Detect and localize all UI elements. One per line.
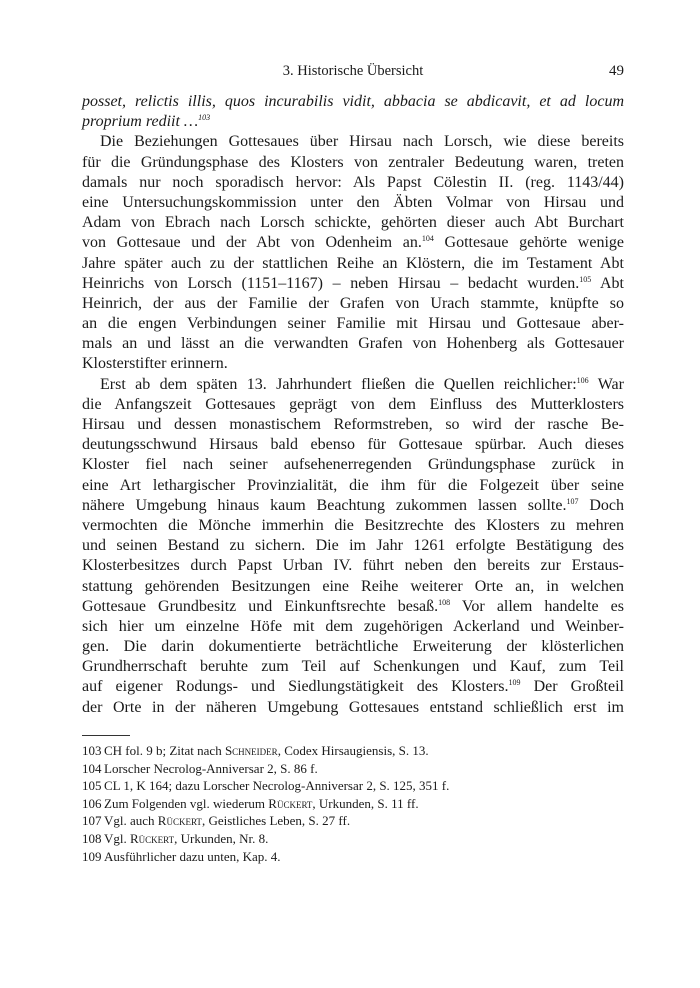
text-line: [82, 455, 624, 475]
text-line: [82, 193, 624, 213]
footnotes: [82, 742, 624, 865]
footnote: [82, 760, 624, 778]
line-text: eine Untersuchungskommission unter den Äbten Volmar von Hirsau und: [82, 193, 624, 211]
footnote: [82, 812, 624, 830]
line-text: gen. Die darin dokumentierte beträchtliche Erweiterung der klösterlichen: [82, 638, 624, 656]
text-line: [82, 314, 624, 334]
footnote-text-continued: , Codex Hirsaugiensis, S. 13.: [277, 743, 429, 758]
text-line: [82, 254, 624, 274]
line-text-continued: War: [588, 375, 624, 393]
line-text: Grundherrschaft beruhte zum Teil auf Schenkungen und Kauf, zum Teil: [82, 658, 624, 676]
text-line: [82, 677, 624, 697]
line-text: mals an und lässt an die verwandten Grafen von Hohenberg als Gottesauer: [82, 335, 624, 353]
footnote-text: Vgl.: [104, 830, 130, 846]
line-text: Heinrichs von Lorsch (1151–1167) – neben Hirsau – bedacht wurden.: [82, 274, 580, 292]
text-line: [82, 476, 624, 496]
text-line: [82, 637, 624, 657]
line-text: Klosterbesitzes durch Papst Urban IV. führt neben den bereits zur Erstaus-: [82, 557, 624, 575]
footnote-text-continued: , Geistliches Leben, S. 27 ff.: [201, 813, 351, 829]
line-text: Adam von Ebrach nach Lorsch schickte, gehörten dieser auch Abt Burchart: [82, 214, 624, 232]
footnote: [82, 742, 624, 760]
footnote-divider: [82, 735, 130, 736]
text-line: [82, 334, 624, 354]
footnote: [82, 848, 624, 866]
line-text-continued: Doch: [578, 496, 624, 514]
text-line: [82, 617, 624, 637]
line-text: die Anfangszeit Gottesaues geprägt von dem Einfluss des Mutterklosters: [82, 395, 624, 413]
footnote: [82, 830, 624, 848]
text-line: [82, 435, 624, 455]
line-text-continued: Der Großteil: [520, 678, 624, 696]
line-text: für die Gründungsphase des Klosters von zentraler Bedeutung waren, treten: [82, 153, 624, 171]
footnote-text-continued: , Urkunden, S. 11 ff.: [312, 795, 419, 811]
line-text: stattung gehörenden Besitzungen eine Reihe weiterer Orte an, in welchen: [82, 577, 624, 595]
text-line: [82, 294, 624, 314]
line-text: Klosterstifter erinnern.: [82, 355, 228, 373]
line-text: Die Beziehungen Gottesaues über Hirsau nach Lorsch, wie diese bereits: [100, 133, 624, 151]
footnote-author: Rückert: [130, 830, 175, 846]
footnote-author: Rückert: [157, 813, 202, 829]
text-line: [82, 153, 624, 173]
text-line: [82, 354, 624, 374]
line-text: Erst ab dem späten 13. Jahrhundert fließen die Quellen reichlicher:: [100, 375, 577, 393]
footnote-text: CL 1, K 164; dazu Lorscher Necrolog-Anniversar 2, S. 125, 351 f.: [104, 778, 450, 794]
text-line: [82, 657, 624, 677]
line-text: von Gottesaue und der Abt von Odenheim an.: [82, 234, 422, 252]
line-text: eine Art lethargischer Provinzialität, die ihm für die Folgezeit über seine: [82, 476, 624, 494]
text-line: [82, 395, 624, 415]
line-text: Jahre später auch zu der stattlichen Reihe an Klöstern, die im Testament Abt: [82, 254, 624, 272]
line-text-continued: Abt: [591, 274, 624, 292]
footnote-text: Vgl. auch: [104, 813, 158, 829]
line-text: sich hier um einzelne Höfe mit dem zugehörigen Ackerland und Weinber-: [82, 617, 624, 635]
footnote-reference: 109: [508, 678, 521, 688]
text-line: [82, 92, 624, 112]
footnote-text: CH fol. 9 b; Zitat nach: [104, 743, 225, 758]
footnote-number: 103: [82, 743, 102, 758]
footnote-author: Schneider: [224, 743, 278, 758]
text-line: [82, 274, 624, 294]
body-text: [82, 92, 624, 718]
footnote-reference: 103: [198, 113, 211, 123]
line-text: posset, relictis illis, quos incurabilis vidit, abbacia se abdicavit, et ad locum: [82, 93, 624, 110]
line-text: damals nur noch sporadisch hervor: Als Papst Cölestin II. (reg. 1143/44): [82, 173, 624, 191]
footnote-number: 109: [82, 848, 102, 864]
line-text: Kloster fiel nach seiner aufsehenerregenden Gründungsphase zurück in: [82, 456, 624, 474]
text-line: [82, 516, 624, 536]
line-text: Heinrich, der aus der Familie der Grafen von Urach stammte, knüpfte so: [82, 294, 624, 312]
line-text: proprium rediit …: [82, 113, 199, 131]
line-text: und seinen Bestand zu sichern. Die im Jahr 1261 erfolgte Bestätigung des: [82, 537, 624, 555]
page-header: [82, 63, 624, 83]
line-text: Hirsau und dessen monastischem Reformstreben, so wird der rasche Be-: [82, 416, 624, 433]
text-line: [82, 173, 624, 193]
footnote-number: 105: [82, 778, 102, 794]
footnote: [82, 777, 624, 795]
footnote-text: Lorscher Necrolog-Anniversar 2, S. 86 f.: [104, 760, 318, 776]
running-head: 3. Historische Übersicht: [282, 63, 424, 79]
text-line: [82, 213, 624, 233]
text-line: [82, 577, 624, 597]
text-line: [82, 698, 624, 718]
page-number: 49: [609, 63, 624, 79]
line-text: der Orte in der näheren Umgebung Gottesaues entstand schließlich erst im: [82, 698, 624, 716]
line-text: an die engen Verbindungen seiner Familie mit Hirsau und Gottesaue aber-: [82, 315, 624, 333]
footnote-author: Rückert: [268, 795, 313, 811]
line-text-continued: Gottesaue gehörte wenige: [433, 234, 624, 252]
footnote-text: Zum Folgenden vgl. wiederum: [104, 795, 269, 811]
text-line: [82, 375, 624, 395]
footnote-reference: 106: [576, 375, 589, 385]
line-text: deutungsschwund Hirsaus bald ebenso für Gottesaue spürbar. Auch dieses: [82, 436, 624, 454]
footnote-reference: 108: [438, 597, 451, 607]
footnote-number: 108: [82, 830, 102, 846]
line-text: Gottesaue Grundbesitz und Einkunftsrechte besaß.: [82, 597, 439, 615]
footnote-reference: 105: [579, 274, 592, 284]
text-line: [82, 415, 624, 435]
line-text: nähere Umgebung hinaus kaum Beachtung zukommen lassen sollte.: [82, 496, 567, 514]
text-line: [82, 496, 624, 516]
line-text: vermochten die Mönche immerhin die Besitzrechte des Klosters zu mehren: [82, 516, 624, 534]
text-line: [82, 556, 624, 576]
footnote: [82, 795, 624, 813]
text-line: [82, 597, 624, 617]
footnote-number: 107: [82, 813, 102, 829]
text-line: [82, 233, 624, 253]
footnote-number: 104: [82, 760, 102, 776]
line-text: auf eigener Rodungs- und Siedlungstätigkeit des Klosters.: [82, 678, 509, 696]
footnote-number: 106: [82, 795, 102, 811]
footnote-reference: 104: [421, 234, 434, 244]
line-text-continued: Vor allem handelte es: [450, 597, 624, 615]
text-line: [82, 132, 624, 152]
text-line: [82, 112, 624, 132]
text-line: [82, 536, 624, 556]
footnote-text: Ausführlicher dazu unten, Kap. 4.: [104, 848, 281, 864]
footnote-text-continued: , Urkunden, Nr. 8.: [174, 830, 269, 846]
footnote-reference: 107: [566, 496, 579, 506]
